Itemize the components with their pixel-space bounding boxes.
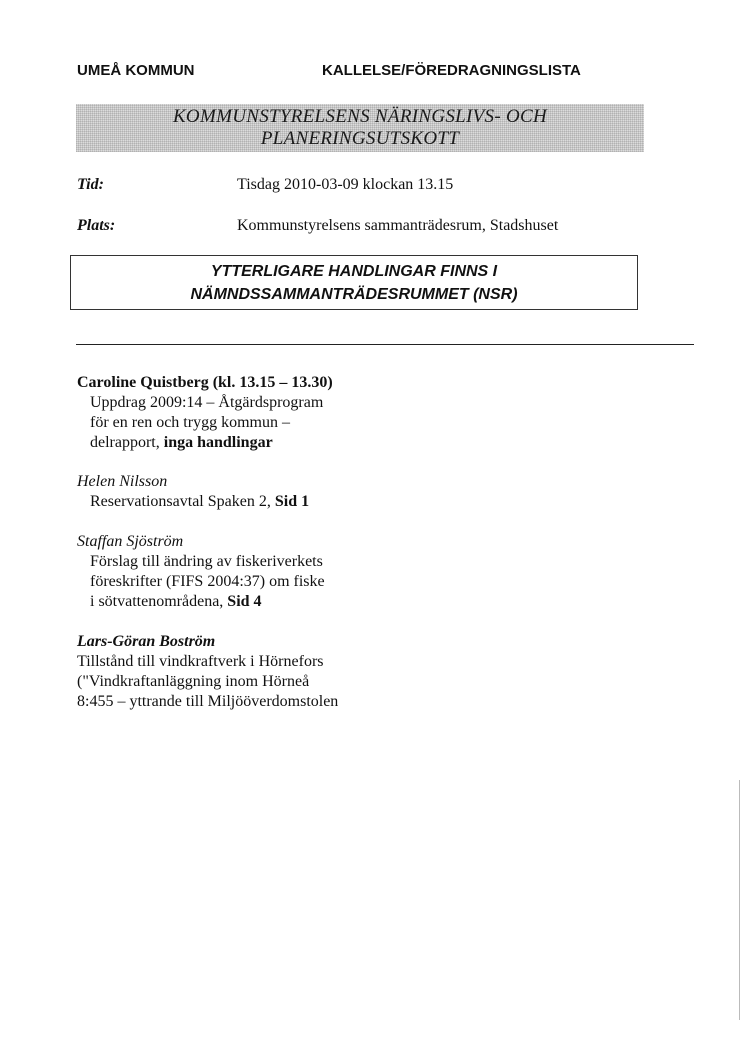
committee-title-line2: PLANERINGSUTSKOTT [260, 128, 460, 149]
committee-title [76, 106, 644, 150]
item-text-line [77, 492, 309, 512]
item-text-line: 8:455 – yttrande till Miljööverdomstolen [77, 693, 339, 710]
item-text-line: Förslag till ändring av fiskeriverkets [90, 553, 323, 570]
item-text-line: Uppdrag 2009:14 – Åtgärdsprogram [90, 394, 324, 411]
item-text-plain: delrapport, [90, 434, 164, 451]
agenda-item [77, 632, 338, 712]
item-text-bold: Sid 1 [274, 493, 310, 510]
item-text-line: för en ren och trygg kommun – [90, 414, 290, 431]
presenter-name: Caroline Quistberg (kl. 13.15 – 13.30) [77, 374, 333, 391]
divider-line [76, 344, 694, 345]
item-text-plain: Reservationsavtal Spaken 2, [90, 493, 275, 510]
item-text-bold: inga handlingar [163, 434, 273, 451]
place-label: Plats: [77, 217, 116, 234]
item-text-plain: i sötvattenområdena, [90, 593, 228, 610]
presenter-name: Staffan Sjöström [77, 533, 184, 550]
presenter-name: Lars-Göran Boström [77, 633, 216, 650]
organization-name: UMEÅ KOMMUN [77, 62, 195, 79]
notice-text [71, 260, 637, 306]
item-text-line: föreskrifter (FIFS 2004:37) om fiske [90, 573, 325, 590]
item-text-bold: Sid 4 [227, 593, 262, 610]
agenda-item [77, 373, 333, 453]
committee-title-line1: KOMMUNSTYRELSENS NÄRINGSLIVS- OCH [172, 106, 548, 127]
presenter-name: Helen Nilsson [77, 473, 168, 490]
item-text-line [77, 592, 325, 612]
notice-line1: YTTERLIGARE HANDLINGAR FINNS I [210, 263, 498, 280]
document-type: KALLELSE/FÖREDRAGNINGSLISTA [322, 62, 581, 79]
scan-edge-mark [739, 780, 740, 1020]
time-label: Tid: [77, 176, 104, 193]
agenda-item [77, 532, 325, 612]
place-value: Kommunstyrelsens sammanträdesrum, Stadshuset [237, 217, 559, 234]
committee-banner [76, 104, 644, 152]
item-text-line [77, 433, 333, 453]
notice-line2: NÄMNDSSAMMANTRÄDESRUMMET (NSR) [190, 286, 518, 303]
item-text-line: ("Vindkraftanläggning inom Hörneå [77, 673, 310, 690]
notice-box [70, 255, 638, 310]
item-text-line: Tillstånd till vindkraftverk i Hörnefors [77, 653, 324, 670]
agenda-item [77, 472, 309, 512]
time-value: Tisdag 2010-03-09 klockan 13.15 [237, 176, 454, 193]
